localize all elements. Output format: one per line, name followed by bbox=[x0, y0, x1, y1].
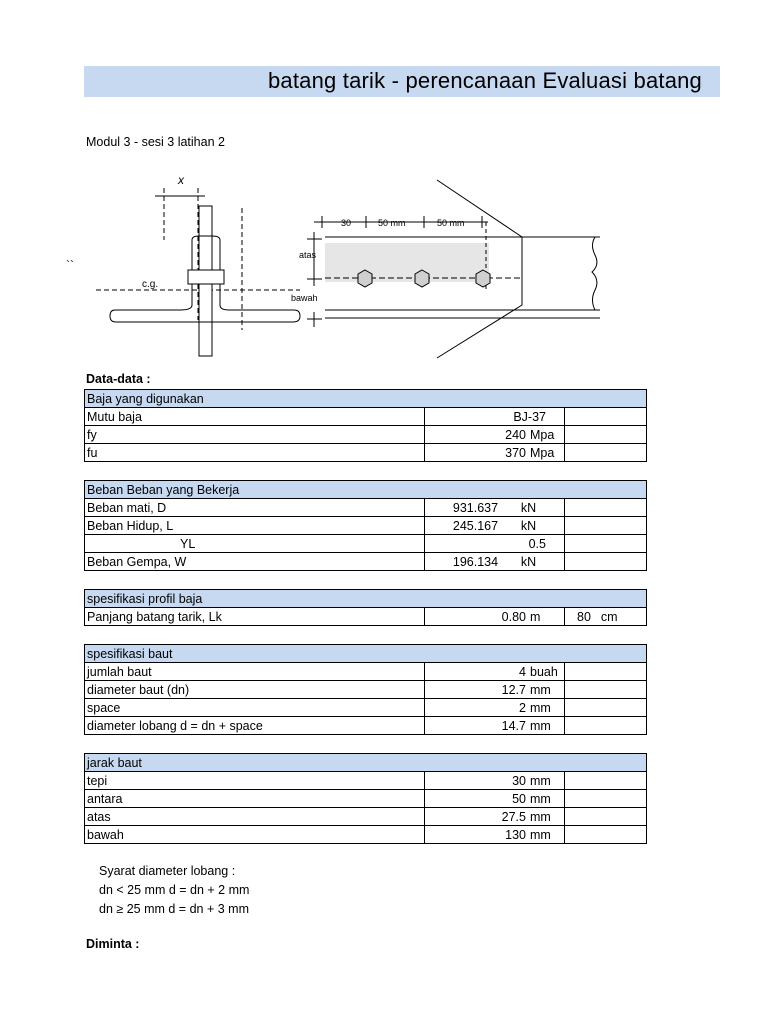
cell-value bbox=[425, 426, 565, 444]
table-row bbox=[85, 790, 647, 808]
load-table bbox=[84, 480, 647, 571]
cell-value bbox=[425, 608, 565, 626]
live-load-value: 245.167 bbox=[452, 518, 499, 533]
cell-value bbox=[425, 699, 565, 717]
cell-label: atas bbox=[85, 808, 425, 826]
table-header-row bbox=[85, 390, 647, 408]
note-line-1: dn < 25 mm d = dn + 2 mm bbox=[99, 883, 250, 897]
cell-label: Beban Gempa, W bbox=[85, 553, 425, 571]
quake-load-value: 196.134 bbox=[452, 554, 499, 569]
length-cm-value: 80 bbox=[577, 609, 591, 624]
table-header-row bbox=[85, 481, 647, 499]
x-label: x bbox=[178, 173, 184, 187]
cell-empty bbox=[565, 681, 647, 699]
cell-label: diameter lobang d = dn + space bbox=[85, 717, 425, 735]
bolt-header: spesifikasi baut bbox=[85, 645, 647, 663]
top-unit: mm bbox=[530, 809, 551, 824]
cell-empty bbox=[565, 426, 647, 444]
break-symbol bbox=[592, 237, 597, 310]
cell-value bbox=[425, 535, 565, 553]
gusset-shaded-area bbox=[325, 243, 489, 282]
steel-table bbox=[84, 389, 647, 462]
cell-value-cm bbox=[565, 608, 647, 626]
cell-empty bbox=[565, 535, 647, 553]
cell-value bbox=[425, 444, 565, 462]
cell-empty bbox=[565, 808, 647, 826]
quake-load-unit: kN bbox=[520, 554, 537, 569]
connection-diagram bbox=[0, 0, 768, 370]
hole-diameter-value: 14.7 bbox=[501, 718, 526, 733]
cell-empty bbox=[565, 408, 647, 426]
diminta-label: Diminta : bbox=[86, 937, 140, 951]
yl-value: 0.5 bbox=[528, 536, 546, 551]
space-value: 2 bbox=[519, 700, 526, 715]
table-header-row bbox=[85, 754, 647, 772]
table-row bbox=[85, 608, 647, 626]
steel-header: Baja yang digunakan bbox=[85, 390, 647, 408]
cell-label: antara bbox=[85, 790, 425, 808]
length-cm-unit: cm bbox=[600, 609, 618, 624]
cell-label: Beban Hidup, L bbox=[85, 517, 425, 535]
cell-label: diameter baut (dn) bbox=[85, 681, 425, 699]
data-section-label: Data-data : bbox=[86, 372, 151, 386]
table-row bbox=[85, 408, 647, 426]
table-row bbox=[85, 499, 647, 517]
cell-label: YL bbox=[85, 535, 425, 553]
table-row bbox=[85, 699, 647, 717]
profile-table bbox=[84, 589, 647, 626]
edge-unit: mm bbox=[530, 773, 551, 788]
cell-label: fy bbox=[85, 426, 425, 444]
cell-label: Panjang batang tarik, Lk bbox=[85, 608, 425, 626]
cell-empty bbox=[565, 790, 647, 808]
table-row bbox=[85, 517, 647, 535]
atas-label: atas bbox=[299, 250, 317, 260]
cell-value bbox=[425, 517, 565, 535]
cell-value bbox=[425, 790, 565, 808]
hole-requirement-note bbox=[99, 862, 249, 919]
live-load-unit: kN bbox=[520, 518, 537, 533]
table-row bbox=[85, 663, 647, 681]
bottom-value: 130 bbox=[505, 827, 526, 842]
spacing-header: jarak baut bbox=[85, 754, 647, 772]
bolt-count-unit: buah bbox=[530, 664, 558, 679]
cell-value bbox=[425, 717, 565, 735]
table-row bbox=[85, 772, 647, 790]
between-value: 50 bbox=[512, 791, 526, 806]
module-subtitle: Modul 3 - sesi 3 latihan 2 bbox=[86, 135, 225, 149]
cell-label: space bbox=[85, 699, 425, 717]
bolt-count-value: 4 bbox=[519, 664, 526, 679]
load-header: Beban Beban yang Bekerja bbox=[85, 481, 647, 499]
cell-empty bbox=[565, 444, 647, 462]
cell-empty bbox=[565, 499, 647, 517]
angle-section-drawing bbox=[96, 188, 300, 356]
edge-value: 30 bbox=[512, 773, 526, 788]
dim-label-30: 30 bbox=[341, 218, 352, 228]
bolt-1 bbox=[358, 270, 372, 287]
cell-empty bbox=[565, 717, 647, 735]
cg-label: c.g. bbox=[142, 279, 159, 290]
fu-value: 370 bbox=[505, 445, 526, 460]
stray-mark: `` bbox=[66, 258, 74, 272]
fy-value: 240 bbox=[505, 427, 526, 442]
bolt-3 bbox=[476, 270, 490, 287]
hole-diameter-unit: mm bbox=[530, 718, 551, 733]
between-unit: mm bbox=[530, 791, 551, 806]
cell-value bbox=[425, 663, 565, 681]
cell-label: Beban mati, D bbox=[85, 499, 425, 517]
table-row bbox=[85, 717, 647, 735]
table-row bbox=[85, 426, 647, 444]
dim-label-50a: 50 mm bbox=[378, 218, 406, 228]
bolt-section bbox=[188, 270, 224, 284]
note-title: Syarat diameter lobang : bbox=[99, 864, 236, 878]
cell-empty bbox=[565, 772, 647, 790]
cell-value bbox=[425, 808, 565, 826]
bolt-spacing-table bbox=[84, 753, 647, 844]
cell-value bbox=[425, 681, 565, 699]
cell-label: Mutu baja bbox=[85, 408, 425, 426]
dead-load-unit: kN bbox=[520, 500, 537, 515]
table-row bbox=[85, 826, 647, 844]
table-row bbox=[85, 444, 647, 462]
bottom-unit: mm bbox=[530, 827, 551, 842]
note-line-2: dn ≥ 25 mm d = dn + 3 mm bbox=[99, 902, 249, 916]
table-row bbox=[85, 681, 647, 699]
dead-load-value: 931.637 bbox=[452, 500, 499, 515]
bolt-table bbox=[84, 644, 647, 735]
cell-value bbox=[425, 408, 565, 426]
cell-label: fu bbox=[85, 444, 425, 462]
space-unit: mm bbox=[530, 700, 551, 715]
cell-value bbox=[425, 772, 565, 790]
cell-value bbox=[425, 553, 565, 571]
fy-unit: Mpa bbox=[530, 427, 555, 442]
cell-label: jumlah baut bbox=[85, 663, 425, 681]
page-title: batang tarik - perencanaan Evaluasi batang bbox=[267, 68, 702, 93]
cell-empty bbox=[565, 699, 647, 717]
bolt-diameter-value: 12.7 bbox=[501, 682, 526, 697]
table-row bbox=[85, 535, 647, 553]
profile-header: spesifikasi profil baja bbox=[85, 590, 647, 608]
steel-grade-value: BJ-37 bbox=[513, 409, 546, 424]
length-unit: m bbox=[530, 609, 541, 624]
bawah-label: bawah bbox=[291, 293, 318, 303]
table-row bbox=[85, 808, 647, 826]
top-value: 27.5 bbox=[501, 809, 526, 824]
cell-empty bbox=[565, 663, 647, 681]
cell-label: bawah bbox=[85, 826, 425, 844]
dim-label-50b: 50 mm bbox=[437, 218, 465, 228]
cell-empty bbox=[565, 826, 647, 844]
plan-view-drawing bbox=[307, 180, 600, 358]
cell-value bbox=[425, 499, 565, 517]
bolt-2 bbox=[415, 270, 429, 287]
cell-empty bbox=[565, 553, 647, 571]
cell-value bbox=[425, 826, 565, 844]
cell-label: tepi bbox=[85, 772, 425, 790]
length-value: 0.80 bbox=[501, 609, 526, 624]
cell-empty bbox=[565, 517, 647, 535]
fu-unit: Mpa bbox=[530, 445, 555, 460]
table-header-row bbox=[85, 645, 647, 663]
bolt-diameter-unit: mm bbox=[530, 682, 551, 697]
table-row bbox=[85, 553, 647, 571]
table-header-row bbox=[85, 590, 647, 608]
